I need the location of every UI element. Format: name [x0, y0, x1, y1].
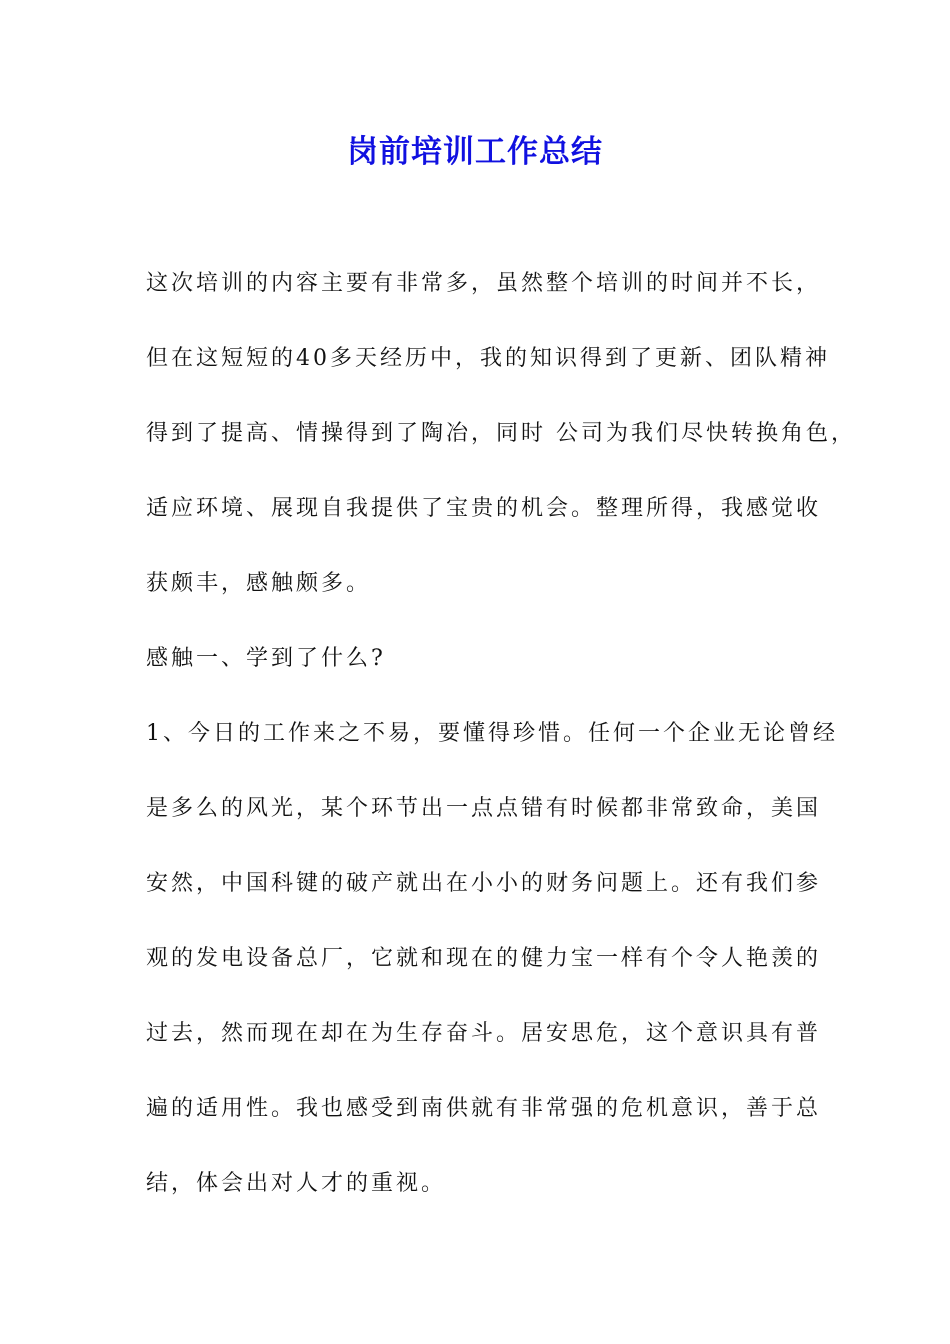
body-line: 但在这短短的40多天经历中，我的知识得到了更新、团队精神: [146, 346, 830, 371]
body-line: 结，体会出对人才的重视。: [146, 1171, 447, 1196]
section-heading: 感触一、学到了什么?: [146, 646, 386, 671]
document-title: 岗前培训工作总结: [347, 134, 603, 170]
body-line: 遍的适用性。我也感受到南供就有非常强的危机意识，善于总: [146, 1096, 822, 1121]
body-line: 观的发电设备总厂，它就和现在的健力宝一样有个令人艳羡的: [146, 946, 822, 971]
body-line: 适应环境、展现自我提供了宝贵的机会。整理所得，我感觉收: [146, 496, 822, 521]
body-line: 得到了提高、情操得到了陶冶，同时 公司为我们尽快转换角色，: [146, 421, 856, 446]
body-line: 是多么的风光，某个环节出一点点错有时候都非常致命，美国: [146, 796, 822, 821]
body-line: 安然，中国科键的破产就出在小小的财务问题上。还有我们参: [146, 871, 822, 896]
body-line: 1、今日的工作来之不易，要懂得珍惜。任何一个企业无论曾经: [146, 721, 838, 746]
body-line: 过去，然而现在却在为生存奋斗。居安思危，这个意识具有普: [146, 1021, 822, 1046]
body-line: 这次培训的内容主要有非常多，虽然整个培训的时间并不长，: [146, 271, 822, 296]
body-line: 获颇丰，感触颇多。: [146, 571, 372, 596]
